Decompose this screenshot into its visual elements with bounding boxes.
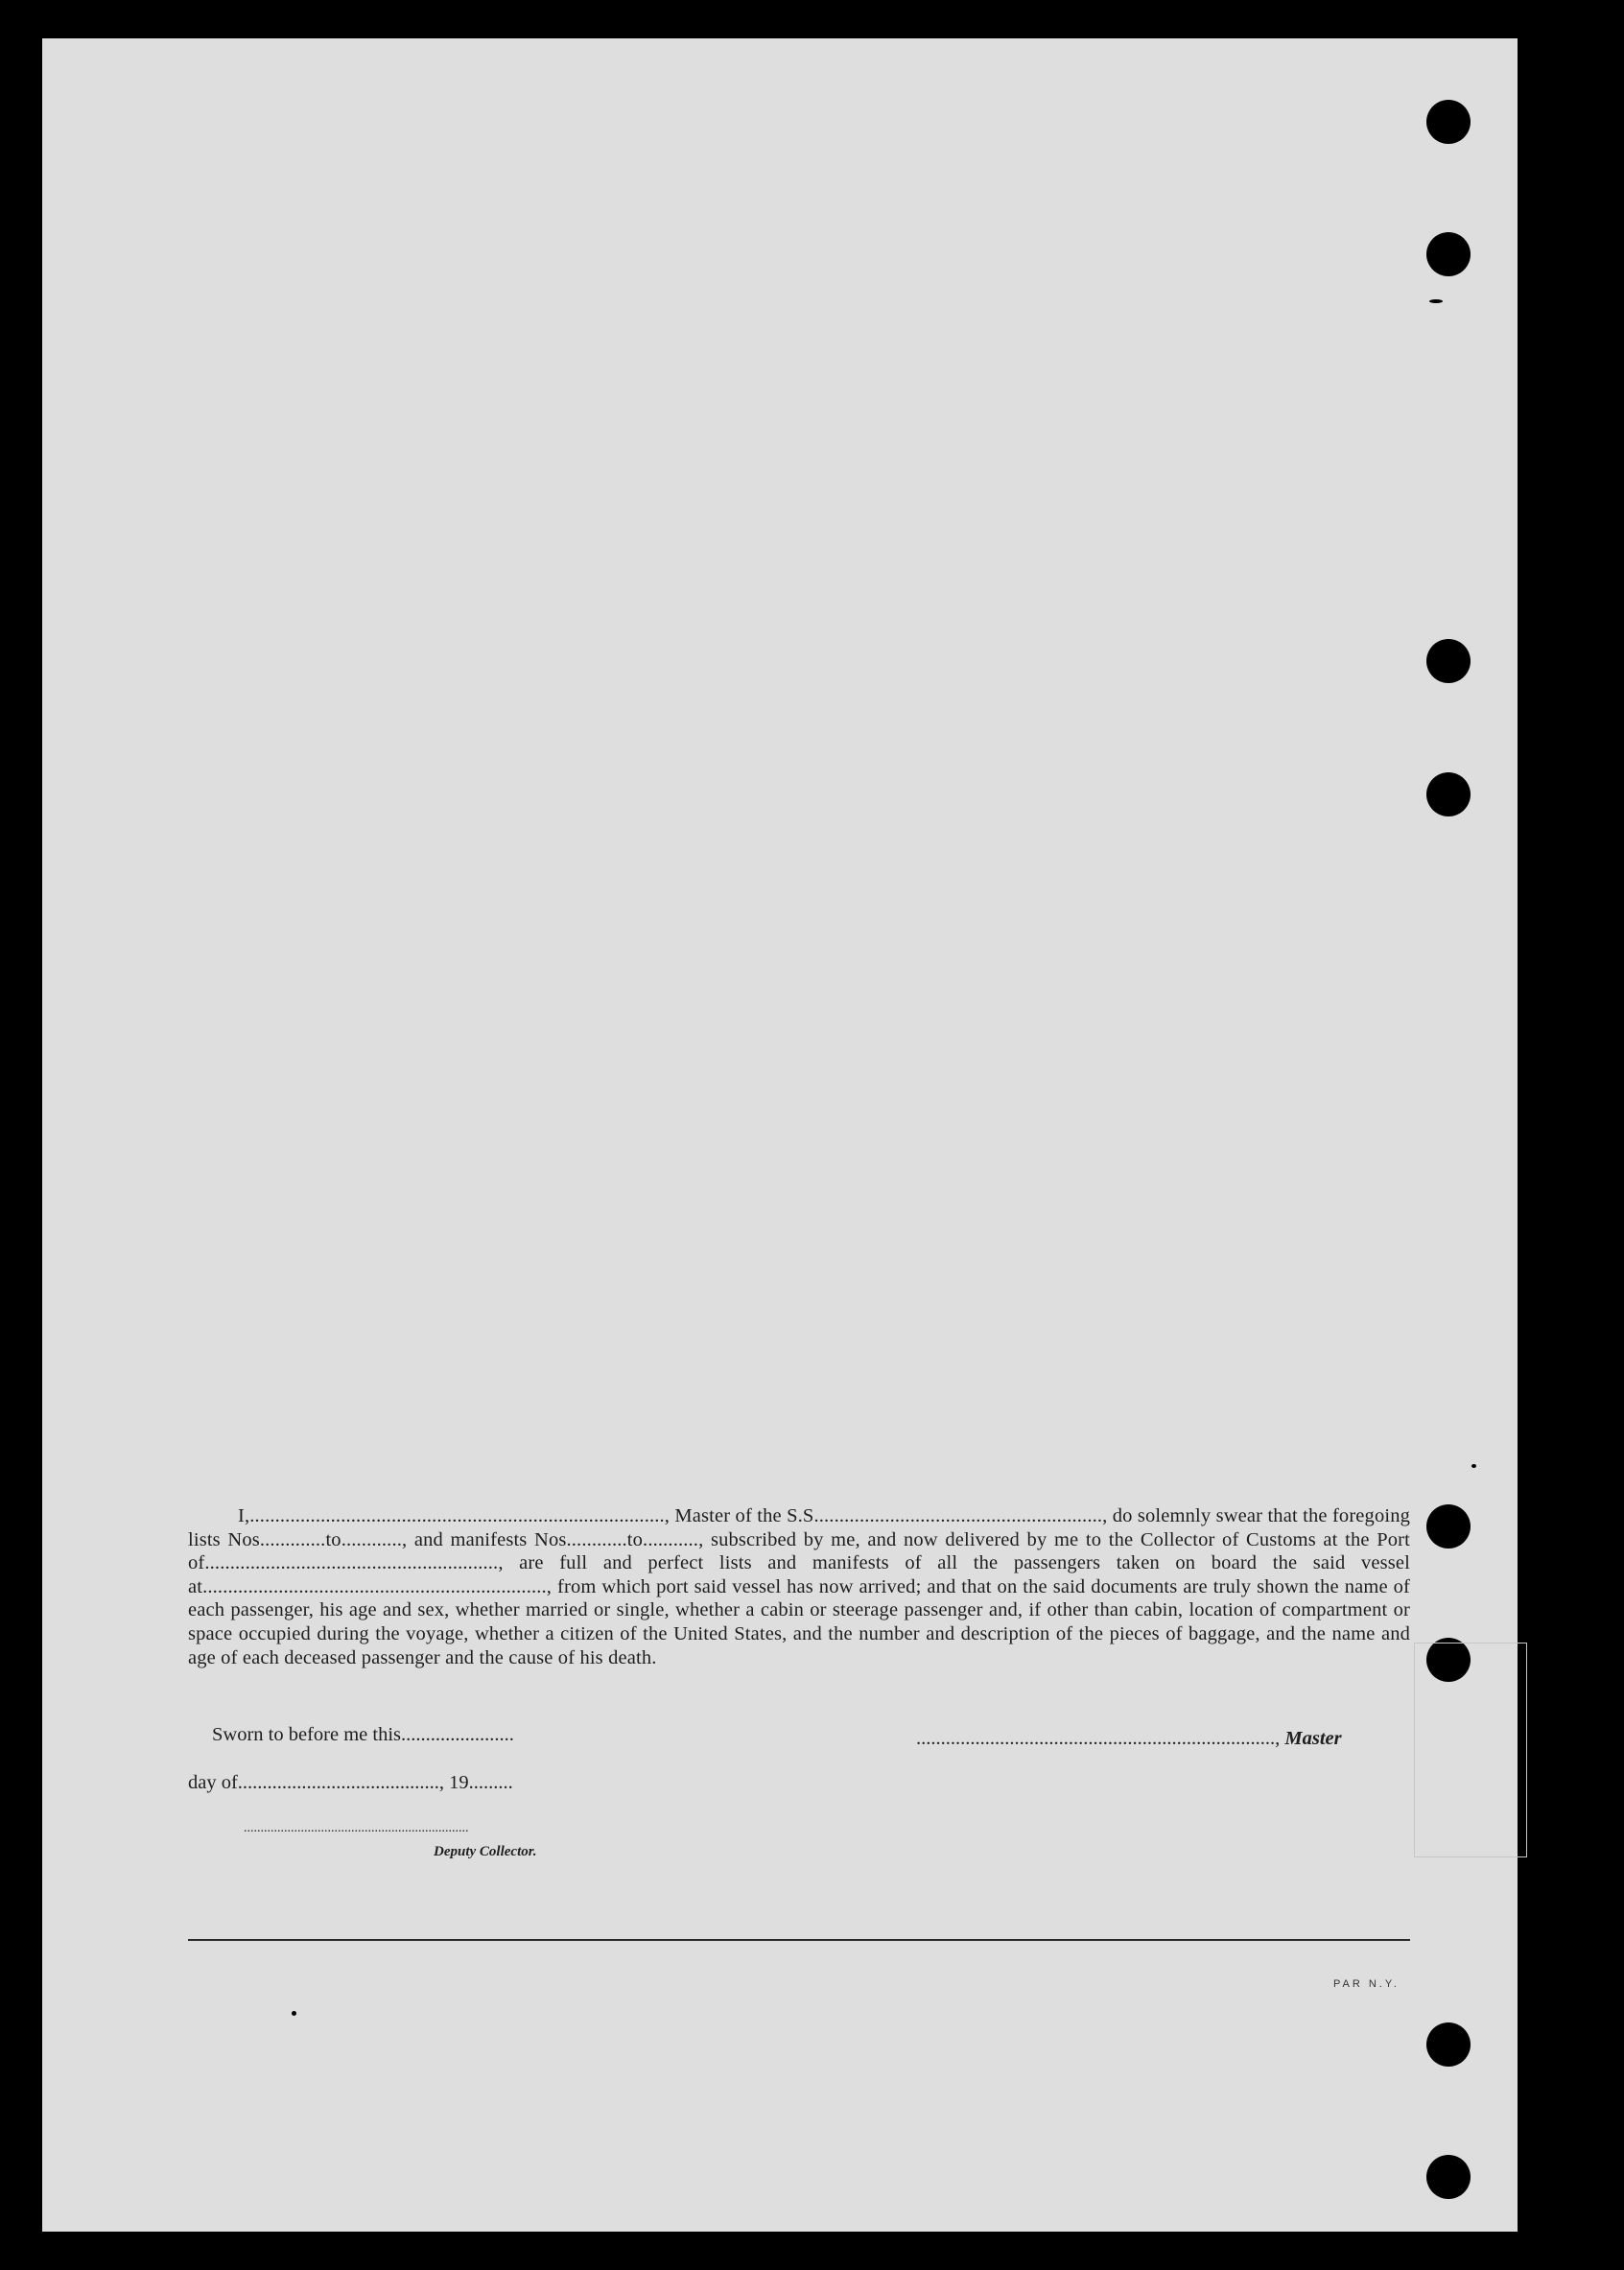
oath-text: I,.................................................................................., Master of the S.S........................................................., do solemnly swear that the foregoing lists Nos.............to............, and manifests Nos............to..........., subscribed by me, and now delivered by me to the Collector of Customs at the Port of.........................................................., are full and perfect lists and manifests of all the passengers taken on board the said vessel at...................................................................., from which port said vessel has now arrived; and that on the said documents are truly shown the name of each passenger, his age and sex, whether married or single, whether a cabin or steerage passenger and, if other than cabin, location of compartment or space occupied during the voyage, whether a citizen of the United States, and the number and description of the pieces of baggage, and the name and age of each deceased passenger and the cause of his death. [188, 1505, 1410, 1668]
dust-speck [1429, 299, 1443, 303]
dust-speck [1471, 1464, 1476, 1468]
punch-hole [1426, 232, 1471, 276]
punch-hole [1426, 2155, 1471, 2199]
sworn-line [212, 1724, 514, 1746]
deputy-dotted-line: ................................................................... [244, 1821, 469, 1835]
master-label: Master [1284, 1728, 1342, 1749]
punch-hole [1426, 1504, 1471, 1549]
printer-mark: PAR N.Y. [1333, 1978, 1400, 1990]
oath-paragraph [188, 1504, 1410, 1669]
day-line [188, 1772, 513, 1794]
faint-stamp-box [1414, 1643, 1527, 1857]
punch-hole [1426, 100, 1471, 144]
punch-hole [1426, 772, 1471, 816]
dust-speck [292, 2011, 296, 2016]
master-dotted-line: ........................................................................., [916, 1728, 1285, 1749]
master-signature-line [916, 1728, 1342, 1750]
document-page [42, 38, 1518, 2232]
sworn-text: Sworn to before me this....................... [212, 1724, 514, 1745]
deputy-collector-label: Deputy Collector. [434, 1844, 537, 1859]
punch-hole [1426, 639, 1471, 683]
punch-hole [1426, 2022, 1471, 2067]
horizontal-rule [188, 1939, 1410, 1941]
day-text: day of........................................., 19......... [188, 1772, 513, 1793]
